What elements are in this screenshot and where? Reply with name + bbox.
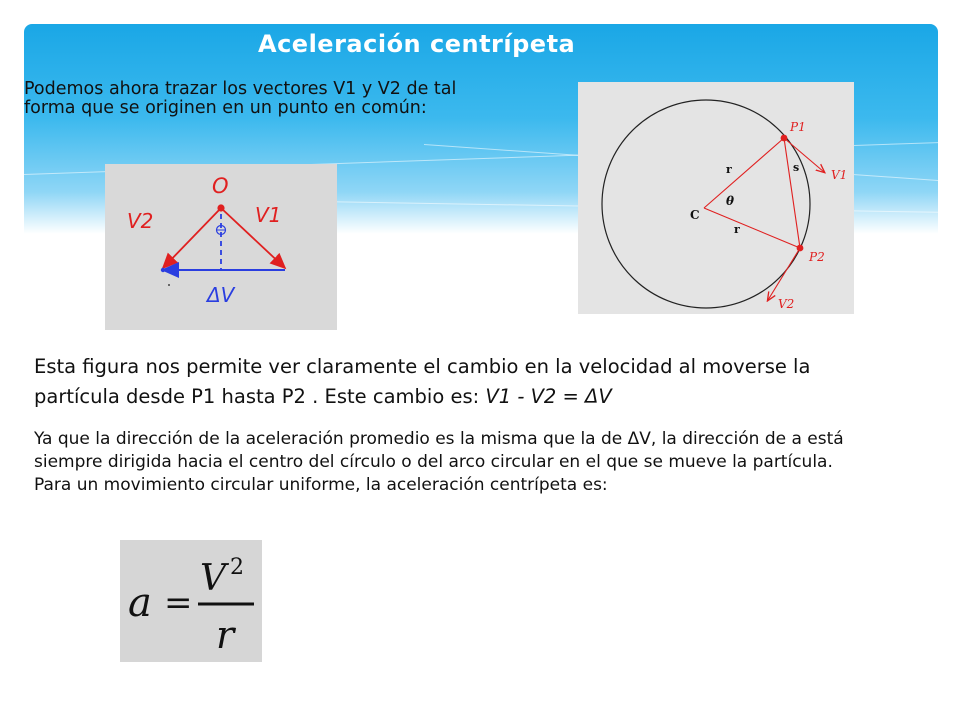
body-paragraph-2: Ya que la dirección de la aceleración promedio es la misma que la de ΔV, la dirección de a está siempre dirigida hacia el centro del círculo o del arco circular en el que se mueve la partícula. Para un movimiento circular uniforme, la aceleración centrípeta es: [34,429,844,495]
origin-point [217,204,224,211]
circular-motion-figure [578,82,854,314]
p1-point [781,135,788,142]
radius-to-p2 [704,208,800,248]
vector-triangle-figure [105,164,337,330]
v2-label: V2 [127,209,154,233]
v2-tangent-vector [768,248,800,300]
formula-svg [120,540,262,662]
delta-v-label: ΔV [207,283,235,307]
trajectory-circle [602,100,810,308]
circular-motion-svg [578,82,854,314]
radius-label-top: r [726,163,732,176]
formula-exponent: 2 [230,555,244,580]
p1-label: P1 [790,120,806,134]
p2-point [797,245,804,252]
v2-circle-label: V2 [778,297,795,311]
vector-triangle-svg [105,164,337,330]
center-label: C [690,208,700,222]
delta-v-expression: V1 - V2 = ΔV [485,385,612,408]
v1-tangent-vector [784,138,824,172]
formula-equals: = [164,583,193,623]
theta-label: θ [726,194,735,208]
stray-dot [168,284,170,286]
left-endpoint [161,268,165,272]
radius-to-p1 [704,138,784,208]
origin-label: O [212,174,229,198]
v1-label: V1 [255,203,282,227]
formula-numerator: V [200,558,226,599]
formula-denominator: r [216,613,235,657]
centripetal-formula [120,540,262,662]
body-paragraph-1-text: Esta figura nos permite ver claramente el cambio en la velocidad al moverse la partícula desde P1 hasta P2 . Este cambio es: [34,355,811,408]
intro-text: Podemos ahora trazar los vectores V1 y V2 de tal forma que se originen en un punto en común: [24,79,457,118]
v2-vector-line [163,208,221,268]
body-paragraph-1 [34,352,824,412]
arc-s-label: s [793,161,800,174]
radius-label-bottom: r [734,223,740,236]
p2-label: P2 [809,250,825,264]
v1-circle-label: V1 [831,168,848,182]
formula-lhs: a [128,580,152,626]
slide-title: Aceleración centrípeta [258,30,576,58]
